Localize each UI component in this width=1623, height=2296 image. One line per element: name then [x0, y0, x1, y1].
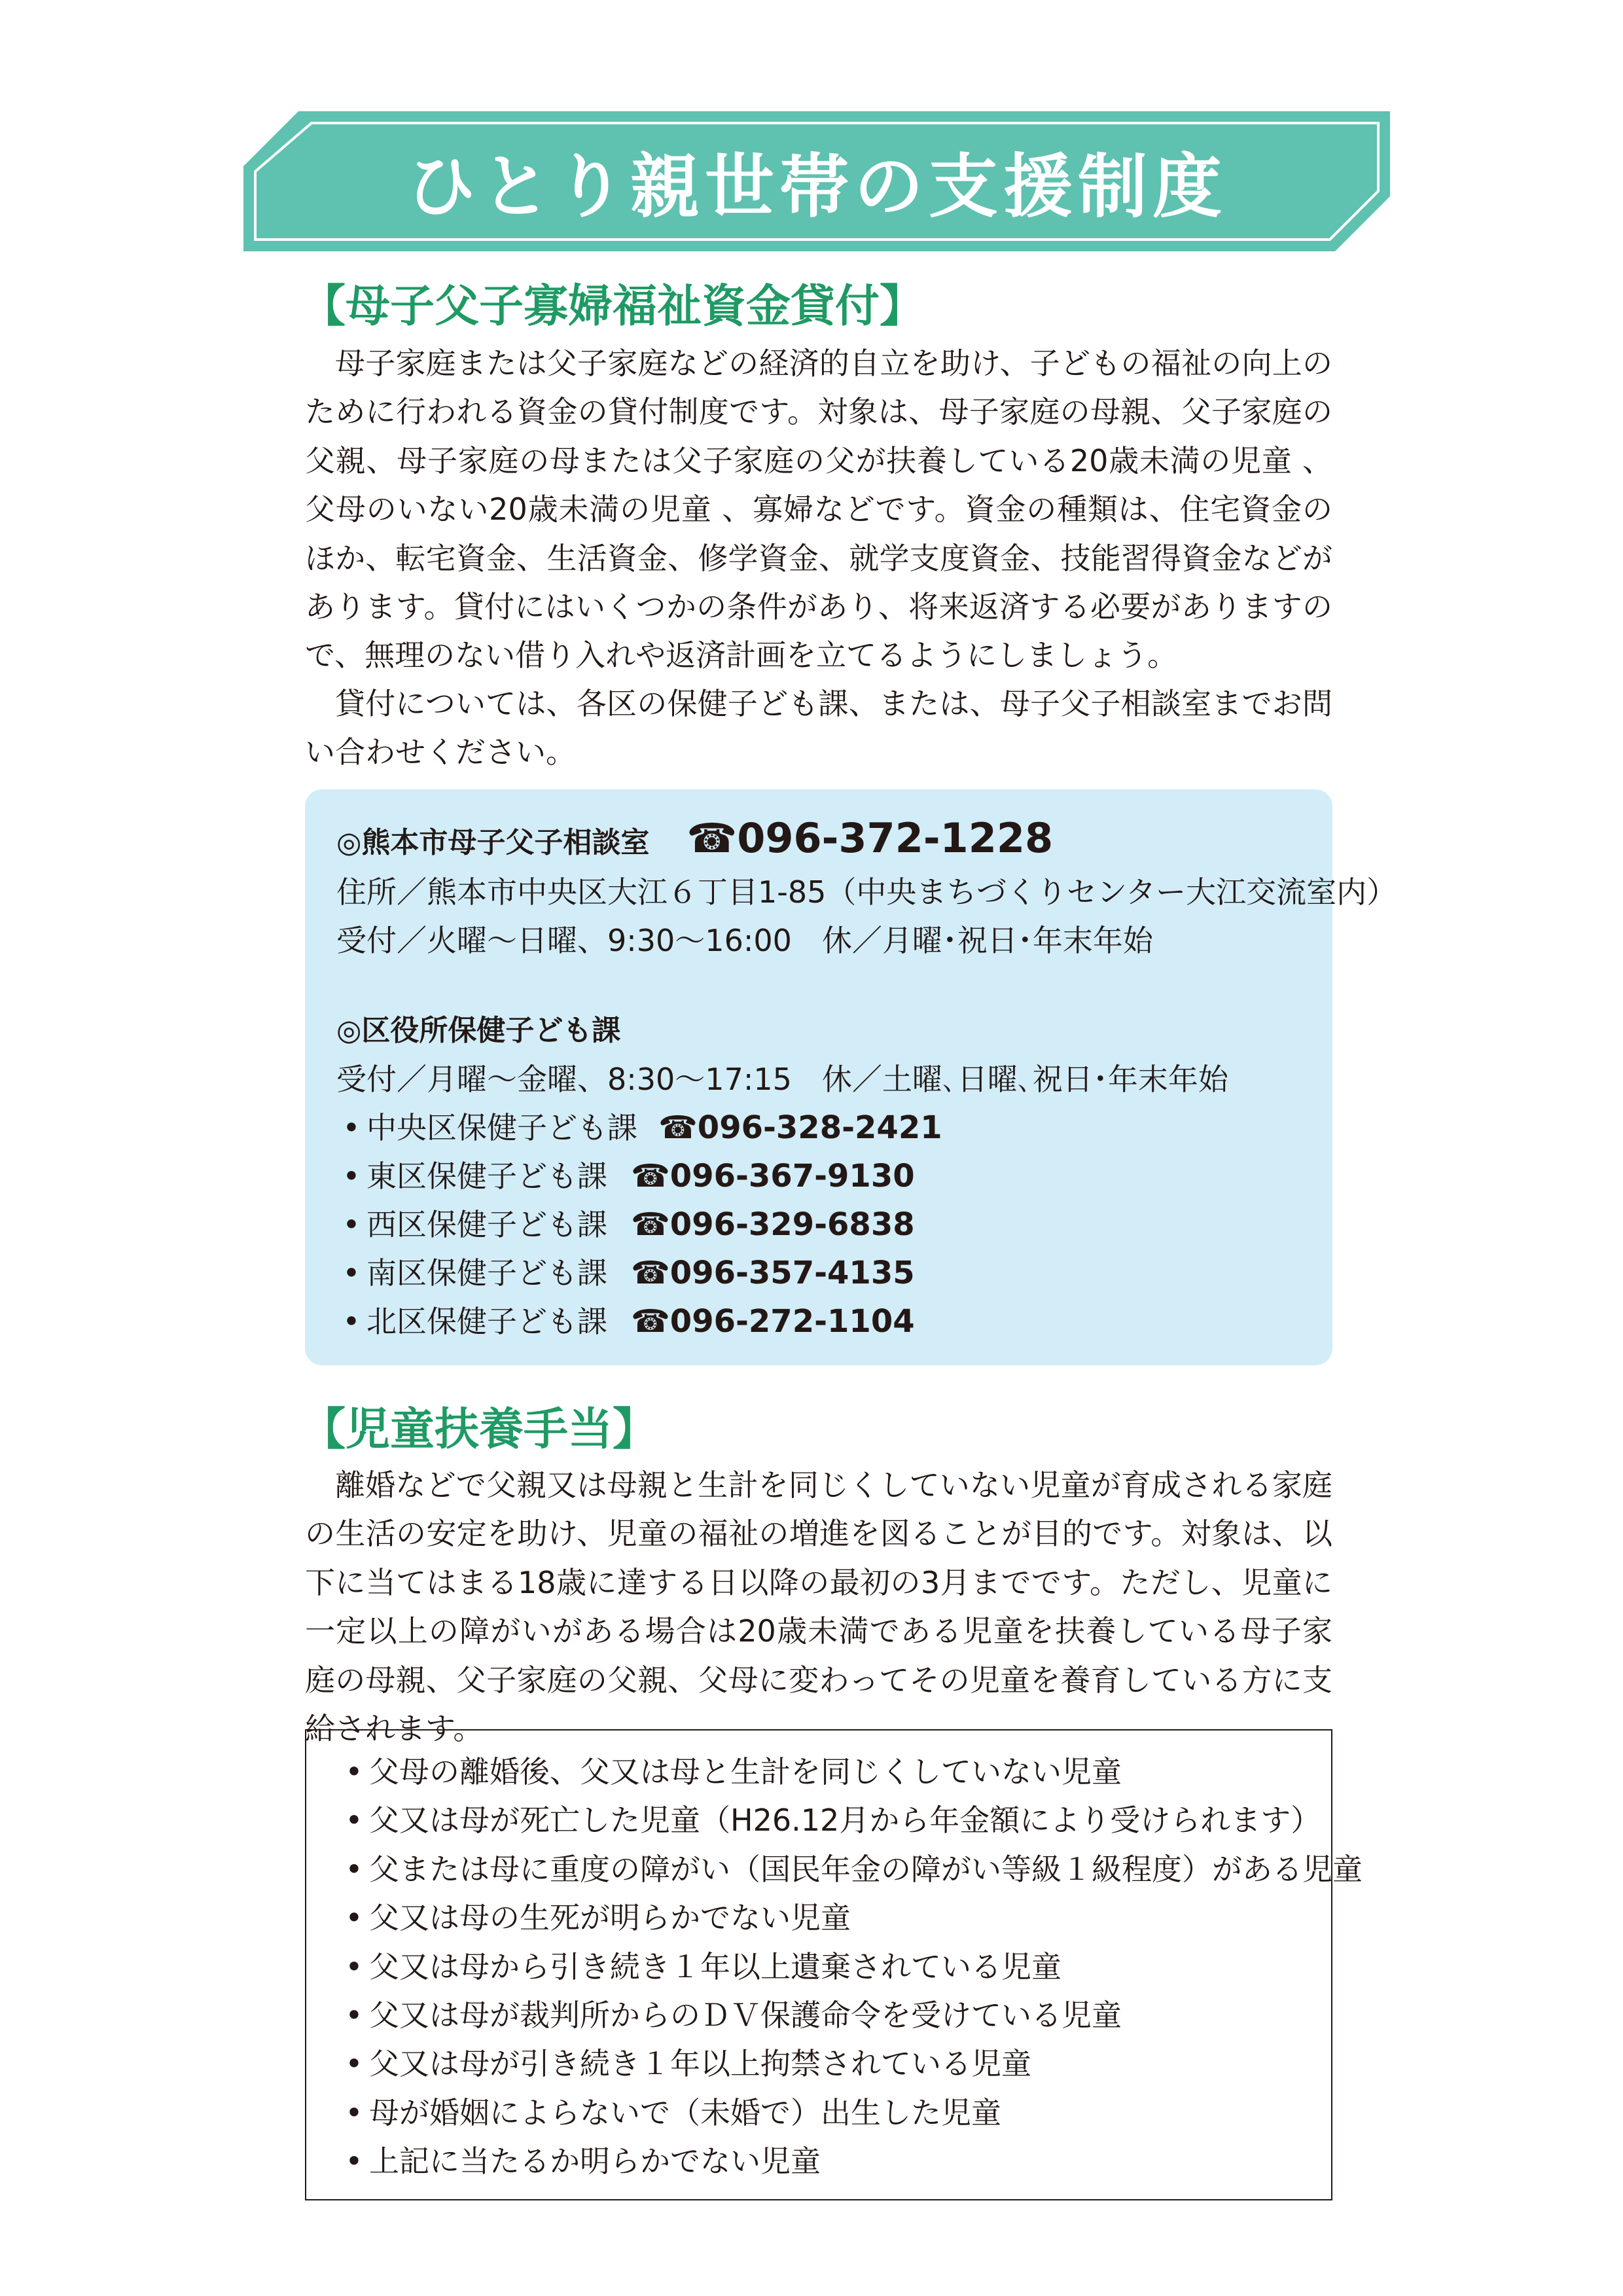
list-item: [339, 1796, 1363, 1844]
list-item: [339, 2039, 1363, 2088]
criteria-text: 父母の離婚後、父又は母と生計を同じくしていない児童: [369, 1754, 1122, 1789]
bullet: •: [345, 1998, 363, 2034]
list-item: [339, 1893, 1363, 1942]
criteria-text: 父または母に重度の障がい（国民年金の障がい等級１級程度）がある児童: [369, 1851, 1363, 1887]
bullet: •: [342, 1110, 361, 1145]
bullet: •: [342, 1304, 361, 1339]
criteria-text: 上記に当たるか明らかでない児童: [369, 2144, 821, 2179]
criteria-text: 母が婚姻によらないで（未婚で）出生した児童: [369, 2094, 1001, 2130]
ward-office-item: [336, 1300, 915, 1343]
ward-office-item-phone: ☎096-367-9130: [631, 1158, 915, 1194]
bullet: •: [342, 1207, 361, 1242]
ward-office-item-phone: ☎096-272-1104: [631, 1303, 915, 1340]
ward-office-item-phone: ☎096-328-2421: [658, 1109, 942, 1146]
bullet: •: [345, 2094, 363, 2130]
section-heading-child-allowance: 【児童扶養手当】: [301, 1404, 658, 1456]
ward-office-item-name: 西区保健子ども課: [366, 1207, 607, 1242]
bullet: •: [345, 2046, 363, 2082]
ward-office-name: ◎区役所保健子ども課: [336, 1014, 621, 1047]
list-item: [339, 1943, 1363, 1991]
loan-description: 母子家庭または父子家庭などの経済的自立を助け、子どもの福祉の向上のために行われる資金の貸付制度です。対象は、母子家庭の母親、父子家庭の父親、母子家庭の母または父子家庭の父が扶養している20歳未満の児童 、父母のいない20歳未満の児童 、寡婦などです。資金の種類は、住宅資金のほか、転宅資金、生活資金、修学資金、就学支度資金、技能習得資金などがあります。貸付にはいくつかの条件があり、将来返済する必要がありますので、無理のない借り入れや返済計画を立てるようにしましょう。: [305, 346, 1332, 673]
bullet: •: [345, 1803, 363, 1839]
ward-office-item: [336, 1155, 915, 1198]
eligibility-criteria-list: [339, 1748, 1363, 2186]
bullet: •: [345, 1754, 363, 1789]
ward-office-hours: 受付／月曜～金曜、8:30～17:15 休／土曜､日曜､祝日･年末年始: [336, 1062, 1228, 1097]
eligibility-criteria-box: [305, 1729, 1363, 2200]
ward-office-item: [336, 1203, 915, 1246]
bullet: •: [342, 1158, 361, 1194]
bullet: •: [345, 1948, 363, 1984]
bullet: •: [342, 1255, 361, 1291]
bullet: •: [345, 1900, 363, 1936]
ward-office-item-name: 北区保健子ども課: [366, 1304, 607, 1339]
ward-office-item: [336, 1251, 915, 1295]
page-title: ひとり親世帯の支援制度: [406, 147, 1227, 227]
ward-office-item-name: 東区保健子ども課: [366, 1158, 607, 1194]
consultation-center-phone: ☎096-372-1228: [687, 814, 1054, 862]
consultation-center-address: 住所／熊本市中央区大江６丁目1-85（中央まちづくりセンター大江交流室内）: [336, 874, 1397, 910]
criteria-text: 父又は母から引き続き１年以上遺棄されている児童: [369, 1948, 1061, 1984]
loan-inquiry-note: 貸付については、各区の保健子ども課、または、母子父子相談室までお問い合わせください。: [305, 686, 1332, 770]
consultation-center-row: [336, 809, 1053, 872]
list-item: [339, 2137, 1363, 2185]
criteria-text: 父又は母が死亡した児童（H26.12月から年金額により受けられます）: [369, 1803, 1321, 1839]
consultation-center-name: ◎熊本市母子父子相談室: [336, 826, 650, 859]
ward-office-item: [336, 1106, 942, 1149]
child-allowance-description: 離婚などで父親又は母親と生計を同じくしていない児童が育成される家庭の生活の安定を助け、児童の福祉の増進を図ることが目的です。対象は、以下に当てはまる18歳に達する日以降の最初の3月までです。ただし、児童に一定以上の障がいがある場合は20歳未満である児童を扶養している母子家庭の母親、父子家庭の父親、父母に変わってその児童を養育している方に支給されます。: [305, 1467, 1332, 1747]
list-item: [339, 2089, 1363, 2137]
section-heading-loan: 【母子父子寡婦福祉資金貸付】: [301, 281, 925, 332]
list-item: [339, 1748, 1363, 1796]
contact-info-box: [305, 789, 1397, 1365]
ward-office-item-name: 南区保健子ども課: [366, 1255, 607, 1291]
bullet: •: [345, 1851, 363, 1887]
ward-office-item-phone: ☎096-329-6838: [631, 1206, 915, 1243]
ward-office-item-name: 中央区保健子ども課: [366, 1110, 637, 1145]
ward-office-item-phone: ☎096-357-4135: [631, 1255, 915, 1291]
bullet: •: [345, 2144, 363, 2179]
criteria-text: 父又は母が引き続き１年以上拘禁されている児童: [369, 2046, 1031, 2082]
title-banner: [243, 111, 1390, 251]
list-item: [339, 1991, 1363, 2039]
criteria-text: 父又は母の生死が明らかでない児童: [369, 1900, 851, 1936]
criteria-text: 父又は母が裁判所からのＤＶ保護命令を受けている児童: [369, 1998, 1122, 2034]
consultation-center-hours: 受付／火曜～日曜、9:30～16:00 休／月曜･祝日･年末年始: [336, 923, 1153, 958]
list-item: [339, 1845, 1363, 1893]
